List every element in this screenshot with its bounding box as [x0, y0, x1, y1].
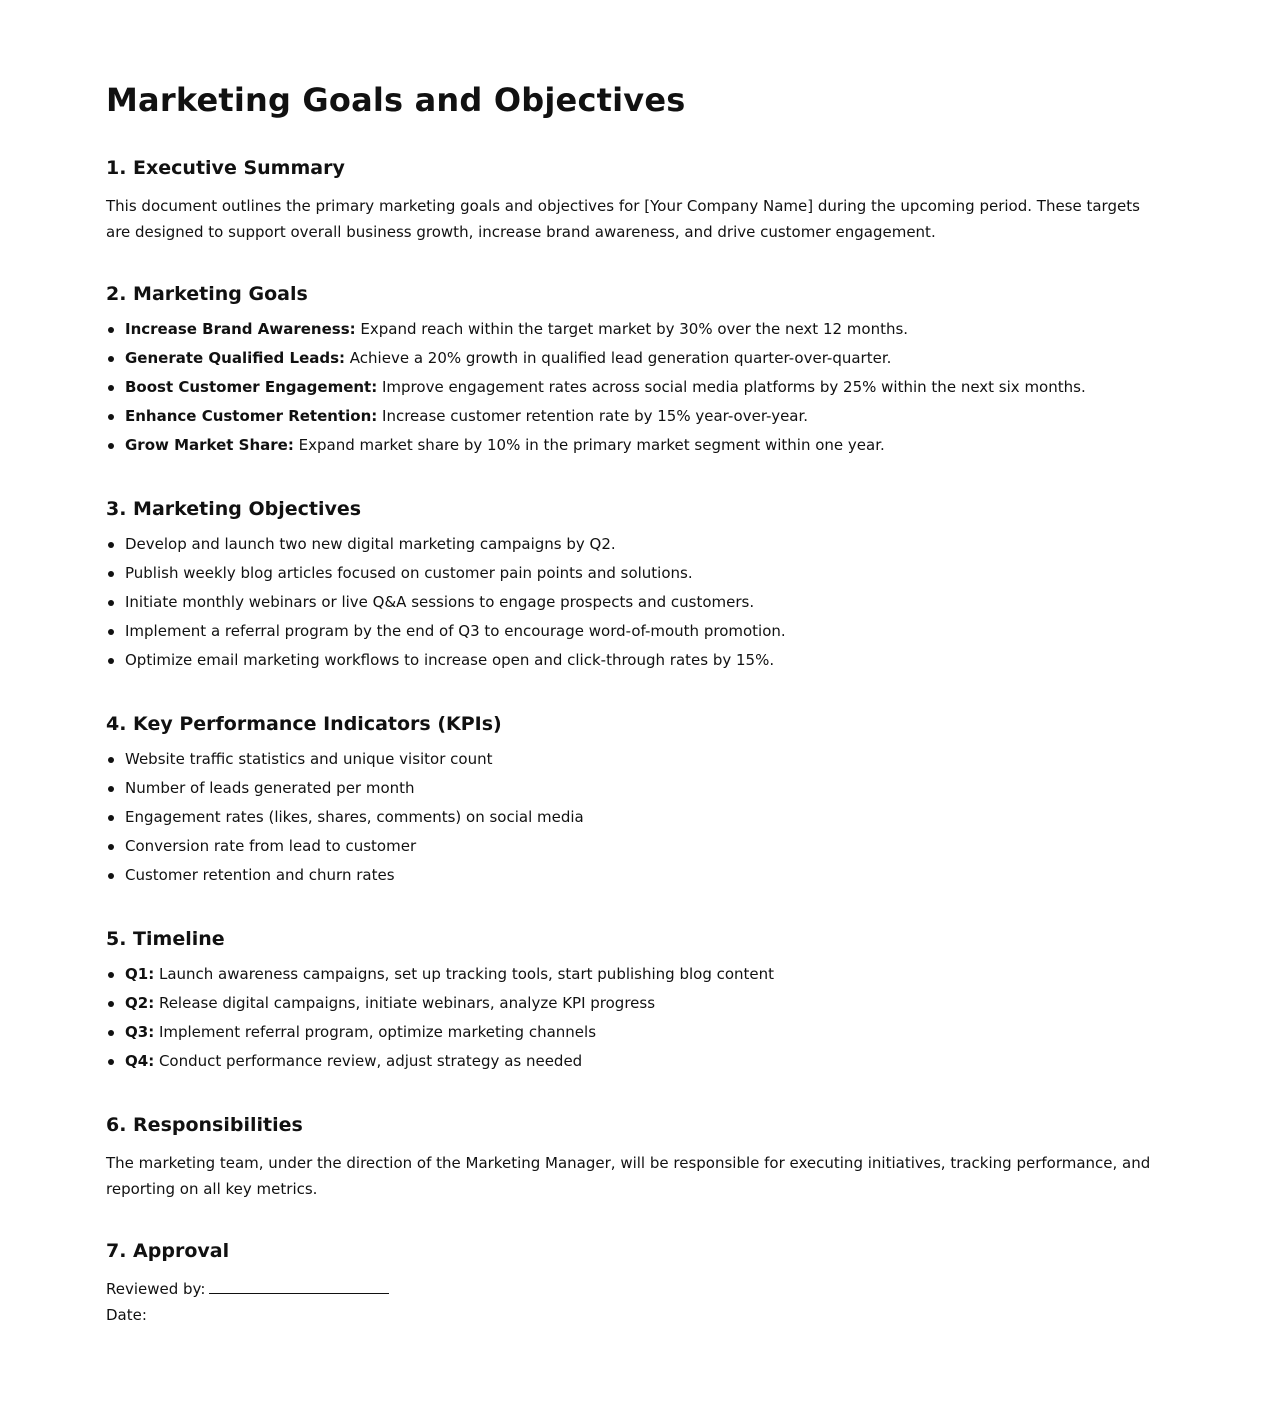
section-heading: 1. Executive Summary — [106, 157, 345, 179]
item-text: Improve engagement rates across social media platforms by 25% within the next six months. — [377, 378, 1086, 396]
item-text: Expand market share by 10% in the primary market segment within one year. — [293, 436, 885, 454]
section-heading: 7. Approval — [106, 1240, 230, 1262]
list-item: Customer retention and churn rates — [125, 861, 1155, 890]
objectives-list — [106, 530, 1155, 675]
document-title: Marketing Goals and Objectives — [106, 81, 686, 119]
section-heading: 5. Timeline — [106, 928, 225, 950]
list-item: Website traffic statistics and unique visitor count — [125, 745, 1155, 774]
item-text: Expand reach within the target market by 30% over the next 12 months. — [355, 320, 909, 338]
section-approval — [106, 1238, 1155, 1328]
section-executive-summary — [106, 155, 1155, 245]
list-item: Conversion rate from lead to customer — [125, 832, 1155, 861]
item-text: Conduct performance review, adjust strategy as needed — [154, 1052, 583, 1070]
list-item — [125, 1018, 1155, 1047]
date-row — [106, 1302, 1155, 1328]
item-label: Q1: — [125, 965, 155, 983]
item-label: Generate Qualified Leads: — [125, 349, 346, 367]
date-label: Date: — [106, 1306, 147, 1324]
list-item — [125, 373, 1155, 402]
item-label: Increase Brand Awareness: — [125, 320, 356, 338]
reviewed-by-label: Reviewed by: — [106, 1280, 206, 1298]
item-label: Q4: — [125, 1052, 155, 1070]
item-label: Enhance Customer Retention: — [125, 407, 378, 425]
timeline-list — [106, 960, 1155, 1076]
list-item: Publish weekly blog articles focused on customer pain points and solutions. — [125, 559, 1155, 588]
list-item — [125, 431, 1155, 460]
item-text: Implement referral program, optimize marketing channels — [154, 1023, 597, 1041]
item-text: Launch awareness campaigns, set up tracking tools, start publishing blog content — [154, 965, 775, 983]
section-marketing-goals — [106, 281, 1155, 460]
section-kpis — [106, 711, 1155, 890]
section-heading: 3. Marketing Objectives — [106, 498, 362, 520]
item-text: Increase customer retention rate by 15% year-over-year. — [377, 407, 809, 425]
approval-block — [106, 1276, 1155, 1328]
summary-paragraph: This document outlines the primary marketing goals and objectives for [Your Company Name] during the upcoming period. These targets are designed to support overall business growth, increase brand awareness, and drive customer engagement. — [106, 197, 1140, 241]
signature-line — [209, 1277, 389, 1294]
list-item — [125, 315, 1155, 344]
list-item — [125, 1047, 1155, 1076]
goals-list — [106, 315, 1155, 460]
list-item: Number of leads generated per month — [125, 774, 1155, 803]
section-heading: 6. Responsibilities — [106, 1114, 303, 1136]
reviewed-by-row — [106, 1276, 1155, 1302]
responsibilities-paragraph: The marketing team, under the direction of the Marketing Manager, will be responsible for executing initiatives, tracking performance, and reporting on all key metrics. — [106, 1154, 1151, 1198]
list-item: Implement a referral program by the end of Q3 to encourage word-of-mouth promotion. — [125, 617, 1155, 646]
list-item — [125, 402, 1155, 431]
kpi-list — [106, 745, 1155, 890]
item-text: Achieve a 20% growth in qualified lead generation quarter-over-quarter. — [345, 349, 892, 367]
section-marketing-objectives — [106, 496, 1155, 675]
item-label: Grow Market Share: — [125, 436, 294, 454]
list-item: Optimize email marketing workflows to increase open and click-through rates by 15%. — [125, 646, 1155, 675]
list-item: Engagement rates (likes, shares, comments) on social media — [125, 803, 1155, 832]
section-heading: 4. Key Performance Indicators (KPIs) — [106, 713, 502, 735]
list-item — [125, 960, 1155, 989]
list-item: Initiate monthly webinars or live Q&A sessions to engage prospects and customers. — [125, 588, 1155, 617]
item-label: Q2: — [125, 994, 155, 1012]
list-item — [125, 989, 1155, 1018]
section-timeline — [106, 926, 1155, 1076]
list-item: Develop and launch two new digital marketing campaigns by Q2. — [125, 530, 1155, 559]
item-label: Q3: — [125, 1023, 155, 1041]
item-label: Boost Customer Engagement: — [125, 378, 378, 396]
section-heading: 2. Marketing Goals — [106, 283, 308, 305]
section-responsibilities — [106, 1112, 1155, 1202]
item-text: Release digital campaigns, initiate webinars, analyze KPI progress — [154, 994, 656, 1012]
list-item — [125, 344, 1155, 373]
